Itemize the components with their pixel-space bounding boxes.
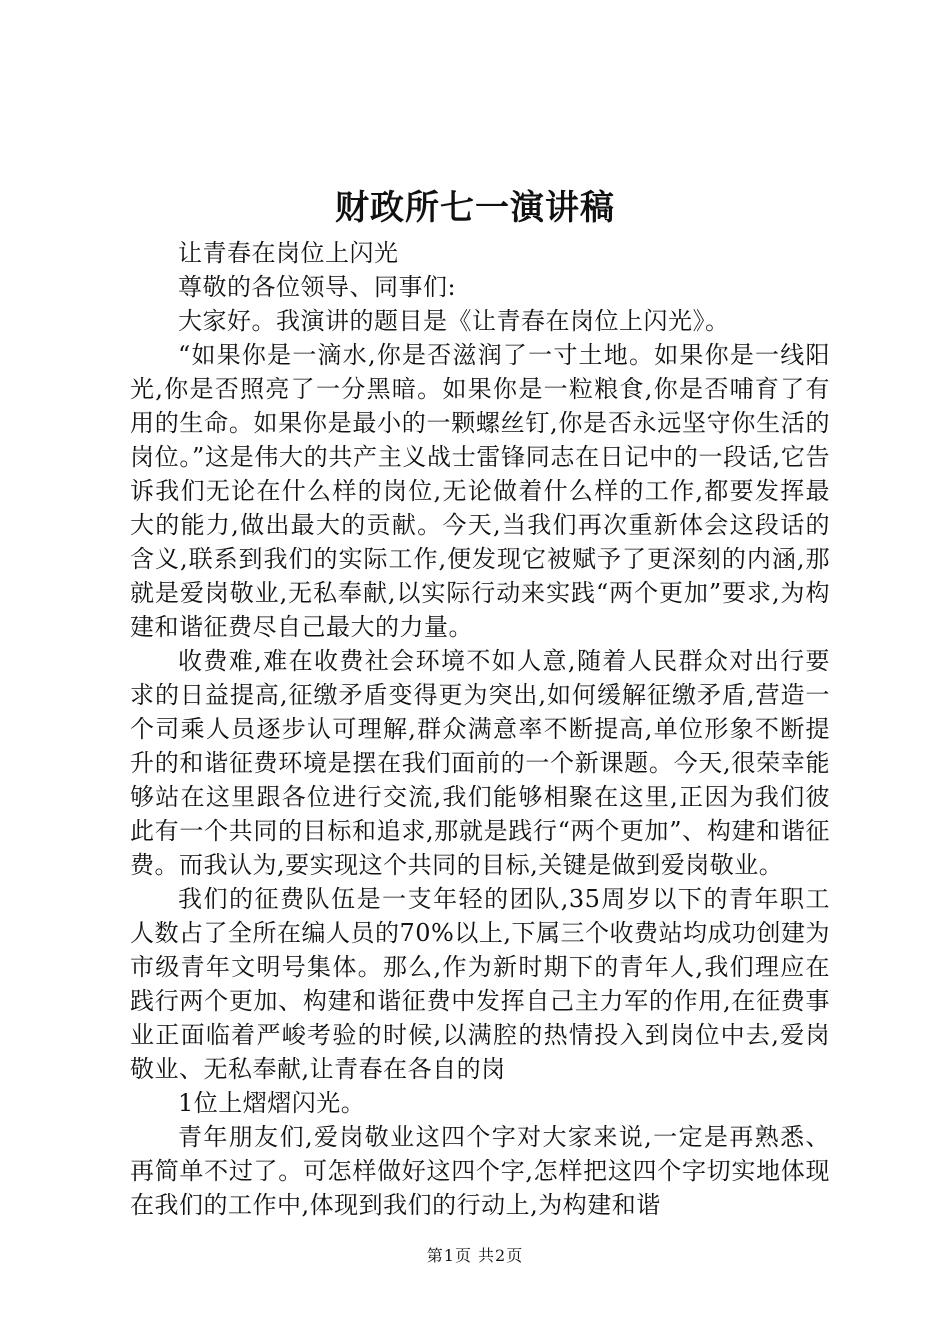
page-footer: 第1页 共2页 bbox=[426, 1246, 524, 1265]
body-paragraph: 青年朋友们,爱岗敬业这四个字对大家来说,一定是再熟悉、再简单不过了。可怎样做好这四个字,怎样把这四个字切实地体现在我们的工作中,体现到我们的行动上,为构建和谐 bbox=[130, 1123, 830, 1219]
body-paragraph: 我们的征费队伍是一支年轻的团队,35周岁以下的青年职工人数占了全所在编人员的70%以上,下属三个收费站均成功创建为市级青年文明号集体。那么,作为新时期下的青年人,我们理应在践行两个更加、构建和谐征费中发挥自己主力军的作用,在征费事业正面临着严峻考验的时候,以满腔的热情投入到岗位中去,爱岗敬业、无私奉献,让青春在各自的岗 bbox=[130, 885, 830, 1083]
document-body bbox=[130, 236, 830, 1222]
body-paragraph: 1位上熠熠闪光。 bbox=[178, 1089, 366, 1117]
subtitle-paragraph: 让青春在岗位上闪光 bbox=[178, 239, 399, 267]
salutation-paragraph: 尊敬的各位领导、同事们: bbox=[178, 273, 457, 301]
body-paragraph: “如果你是一滴水,你是否滋润了一寸土地。如果你是一线阳光,你是否照亮了一分黑暗。如果你是一粒粮食,你是否哺育了有用的生命。如果你是最小的一颗螺丝钉,你是否永远坚守你生活的岗位。”这是伟大的共产主义战士雷锋同志在日记中的一段话,它告诉我们无论在什么样的岗位,无论做着什么样的工作,都要发挥最大的能力,做出最大的贡献。今天,当我们再次重新体会这段话的含义,联系到我们的实际工作,便发现它被赋予了更深刻的内涵,那就是爱岗敬业,无私奉献,以实际行动来实践“两个更加”要求,为构建和谐征费尽自己最大的力量。 bbox=[130, 341, 830, 641]
document-title: 财政所七一演讲稿 bbox=[335, 188, 615, 228]
body-paragraph: 收费难,难在收费社会环境不如人意,随着人民群众对出行要求的日益提高,征缴矛盾变得更为突出,如何缓解征缴矛盾,营造一个司乘人员逐步认可理解,群众满意率不断提高,单位形象不断提升的和谐征费环境是摆在我们面前的一个新课题。今天,很荣幸能够站在这里跟各位进行交流,我们能够相聚在这里,正因为我们彼此有一个共同的目标和追求,那就是践行“两个更加”、构建和谐征费。而我认为,要实现这个共同的目标,关键是做到爱岗敬业。 bbox=[130, 647, 830, 879]
greeting-paragraph: 大家好。我演讲的题目是《让青春在岗位上闪光》。 bbox=[178, 307, 730, 335]
